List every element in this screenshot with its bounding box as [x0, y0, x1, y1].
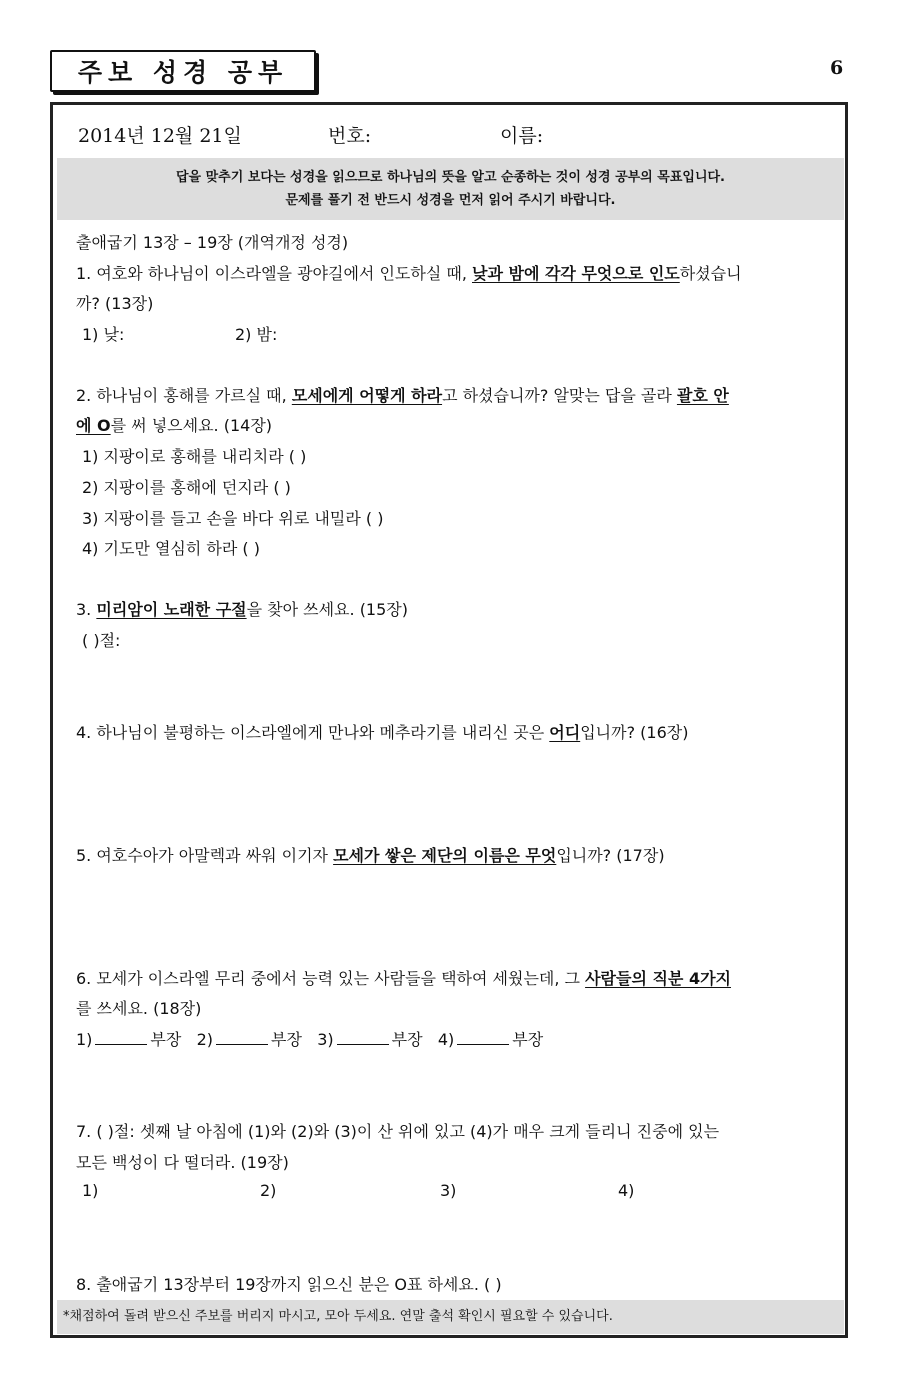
q2-option-1: 1) 지팡이로 홍해를 내리치라 ( ): [82, 447, 307, 466]
question-1: 1. 여호와 하나님이 이스라엘을 광야길에서 인도하실 때, 낮과 밤에 각각 무엇으로 인도하셨습니: [76, 264, 742, 283]
name-label: 이름:: [500, 125, 544, 147]
footer-note: *채점하여 돌려 받으신 주보를 버리지 마시고, 모아 두세요. 연말 출석 확인시 필요할 수 있습니다.: [57, 1300, 844, 1334]
q7-answer-1: 1): [82, 1181, 99, 1200]
q2-option-3: 3) 지팡이를 들고 손을 바다 위로 내밀라 ( ): [82, 509, 384, 528]
question-6-cont: 를 쓰세요. (18장): [76, 999, 202, 1018]
q7-answer-3: 3): [440, 1181, 457, 1200]
question-1-cont: 까? (13장): [76, 294, 154, 313]
worksheet-title-box: [50, 50, 316, 92]
question-7: 7. ( )절: 셋째 날 아침에 (1)와 (2)와 (3)이 산 위에 있고 (4)가 매우 크게 들리니 진중에 있는: [76, 1122, 720, 1141]
date-label: 2014년 12월 21일: [78, 125, 242, 147]
q2-option-2: 2) 지팡이를 홍해에 던지라 ( ): [82, 478, 291, 497]
instruction-banner: [57, 158, 844, 220]
page-number: 6: [830, 57, 844, 79]
question-7-cont: 모든 백성이 다 떨더라. (19장): [76, 1153, 289, 1172]
question-5: 5. 여호수아가 아말렉과 싸워 이기자 모세가 쌓은 제단의 이름은 무엇입니까? (17장): [76, 846, 665, 865]
number-label: 번호:: [328, 125, 372, 147]
question-3: 3. 미리암이 노래한 구절을 찾아 쓰세요. (15장): [76, 600, 408, 619]
banner-line-2: 문제를 풀기 전 반드시 성경을 먼저 읽어 주시기 바랍니다.: [285, 193, 616, 208]
question-4: 4. 하나님이 불평하는 이스라엘에게 만나와 메추라기를 내리신 곳은 어디입니까? (16장): [76, 723, 689, 742]
worksheet-title: 주보 성경 공부: [77, 58, 289, 87]
question-8: 8. 출애굽기 13장부터 19장까지 읽으신 분은 O표 하세요. ( ): [76, 1275, 502, 1294]
question-2: 2. 하나님이 홍해를 가르실 때, 모세에게 어떻게 하라고 하셨습니까? 알맞는 답을 골라 괄호 안: [76, 386, 729, 405]
q3-answer: ( )절:: [82, 631, 121, 650]
q1-answer-night: 2) 밤:: [235, 325, 278, 344]
question-2-cont: 에 O를 써 넣으세요. (14장): [76, 416, 273, 435]
question-6: 6. 모세가 이스라엘 무리 중에서 능력 있는 사람들을 택하여 세웠는데, 그 사람들의 직분 4가지: [76, 969, 731, 988]
q7-answer-4: 4): [618, 1181, 635, 1200]
q1-answer-day: 1) 낮:: [82, 325, 125, 344]
q6-answers: 1) 부장 2) 부장 3) 부장 4) 부장: [76, 1030, 544, 1049]
intro-line: 출애굽기 13장 – 19장 (개역개정 성경): [76, 233, 349, 252]
q7-answer-2: 2): [260, 1181, 277, 1200]
banner-line-1: 답을 맞추기 보다는 성경을 읽으므로 하나님의 뜻을 알고 순종하는 것이 성경 공부의 목표입니다.: [175, 170, 725, 185]
q2-option-4: 4) 기도만 열심히 하라 ( ): [82, 539, 260, 558]
